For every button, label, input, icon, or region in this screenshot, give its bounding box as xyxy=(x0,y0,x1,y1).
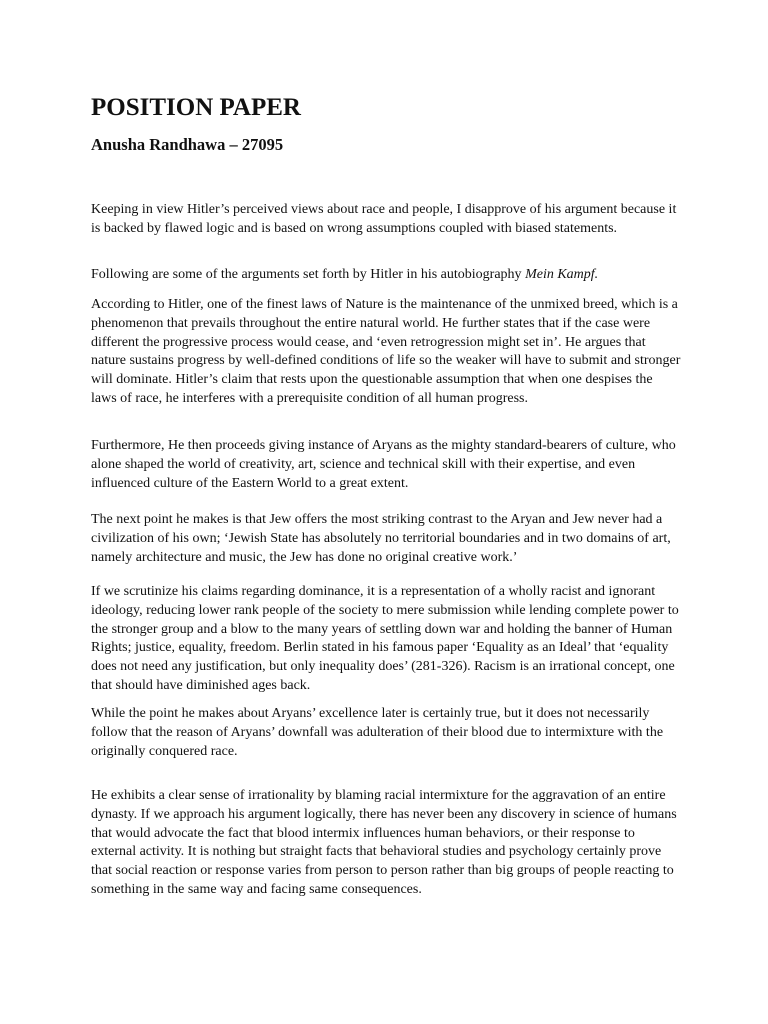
paragraph-arguments-text: Following are some of the arguments set forth by Hitler in his autobiography xyxy=(91,267,526,282)
paragraph-arguments-intro xyxy=(91,266,681,285)
paragraph-dominance: If we scrutinize his claims regarding dominance, it is a representation of a wholly racist and ignorant ideology, reducing lower rank people of the society to mere submission while lending complete power to the stronger group and a blow to the many years of settling down war and holding the banner of Human Rights; justice, equality, freedom. Berlin stated in his famous paper ‘Equality as an Ideal’ that ‘equality does not need any justification, but only inequality does’ (281-326). Racism is an irrational concept, one that should have diminished ages back. xyxy=(91,584,679,693)
paragraph-irrationality: He exhibits a clear sense of irrationality by blaming racial intermixture for the aggravation of an entire dynasty. If we approach his argument logically, there has never been any discovery in science of humans that would advocate the fact that blood intermix influences human behaviors, or their response to external activity. It is nothing but straight facts that behavioral studies and psychology certainly prove that social reaction or response varies from person to person rather than big groups of people reacting to something in the same way and facing same consequences. xyxy=(91,788,677,897)
book-title: Mein Kampf. xyxy=(525,267,599,282)
paragraph-laws-of-nature: According to Hitler, one of the finest laws of Nature is the maintenance of the unmixed breed, which is a phenomenon that prevails throughout the entire natural world. He further states that if the case were different the progressive process would cease, and ‘even retrogression might set in’. He argues that nature sustains progress by well-defined conditions of life so the weaker will have to submit and stronger will dominate. Hitler’s claim that rests upon the questionable assumption that when one despises the laws of race, he interferes with a prerequisite condition of all human progress. xyxy=(91,297,681,406)
paragraph-intro: Keeping in view Hitler’s perceived views about race and people, I disapprove of his argument because it is backed by flawed logic and is based on wrong assumptions coupled with biased statements. xyxy=(91,202,677,236)
paragraph-aryan-downfall: While the point he makes about Aryans’ excellence later is certainly true, but it does not necessarily follow that the reason of Aryans’ downfall was adulteration of their blood due to intermixture with the originally conquered race. xyxy=(91,706,664,759)
paragraph-jew-contrast: The next point he makes is that Jew offers the most striking contrast to the Aryan and Jew never had a civilization of his own; ‘Jewish State has absolutely no territorial boundaries and in two domains of art, namely architecture and music, the Jew has done no original creative work.’ xyxy=(91,512,671,565)
author-line: Anusha Randhawa – 27095 xyxy=(91,135,284,154)
page-title: POSITION PAPER xyxy=(91,94,301,121)
paragraph-aryans: Furthermore, He then proceeds giving instance of Aryans as the mighty standard-bearers of culture, who alone shaped the world of creativity, art, science and technical skill with their expertise, and even influenced culture of the Eastern World to a great extent. xyxy=(91,438,676,491)
